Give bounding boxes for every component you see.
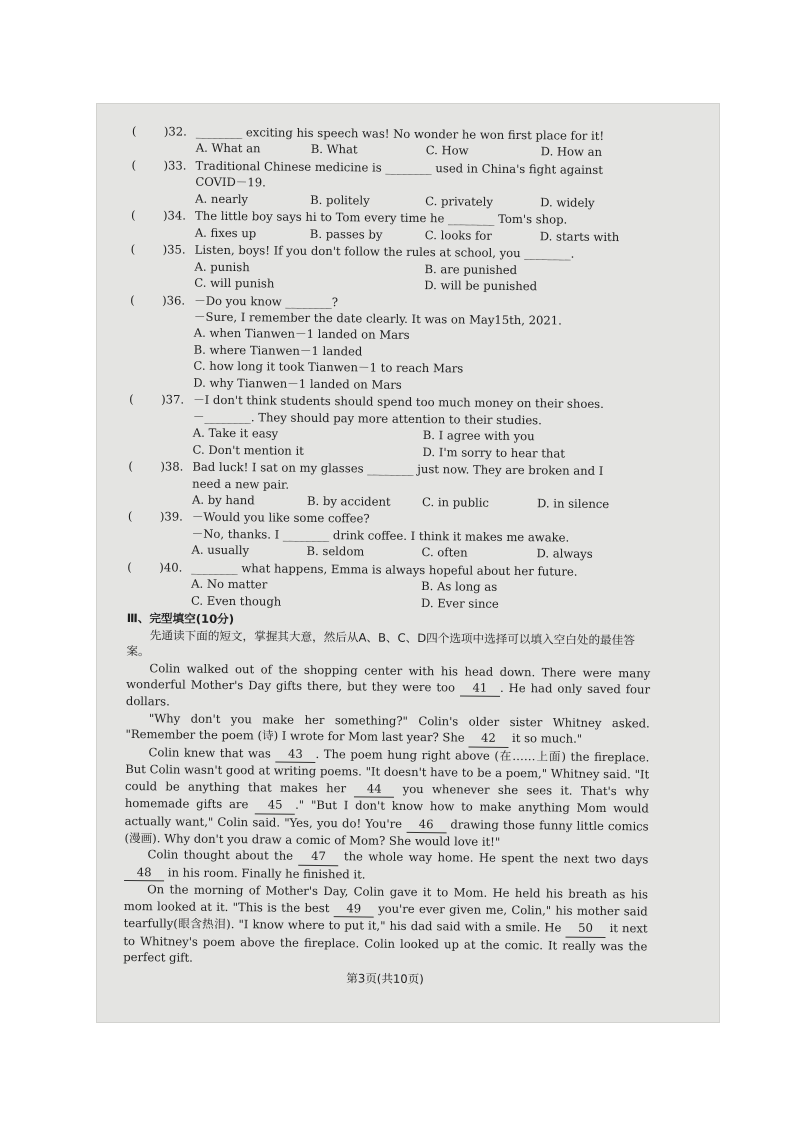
option: A. usually: [191, 542, 250, 558]
options-group: [129, 424, 653, 462]
passage-text: ." "But I don't know how to make anything Mom would actually want," Colin said. "Yes, you do! You're: [124, 797, 649, 831]
option: C. Even though: [190, 593, 282, 609]
option: D. why Tianwen－1 landed on Mars: [193, 375, 402, 392]
option: A. nearly: [195, 191, 249, 207]
option: A. punish: [194, 259, 250, 274]
answer-paren: (: [127, 559, 132, 574]
option: D. Ever since: [420, 595, 499, 611]
question-number: )37.: [161, 392, 185, 407]
numbered-blank: 43: [275, 745, 315, 763]
question-item: [129, 292, 654, 396]
multiple-choice-section: [127, 123, 656, 614]
passage-paragraph: [124, 846, 648, 886]
cloze-passage: [123, 659, 650, 971]
question-item: [129, 391, 654, 462]
question-stem: ________ what happens, Emma is always hopeful about her future.: [191, 560, 578, 579]
passage-text: it so much.": [508, 731, 583, 747]
numbered-blank: 46: [406, 815, 446, 833]
question-stem: The little boy says hi to Tom every time he ________ Tom's shop.: [194, 208, 568, 227]
question-stem: －Would you like some coffee?: [191, 510, 370, 526]
option: D. will be punished: [424, 278, 538, 294]
passage-paragraph: [123, 881, 648, 971]
question-item: [131, 207, 655, 245]
question-number: )36.: [162, 292, 186, 308]
option: A. by hand: [191, 492, 255, 508]
section-instructions: 先通读下面的短文，掌握其大意，然后从A、B、C、D四个选项中选择可以填入空白处的最佳答案。: [126, 627, 635, 659]
passage-paragraph: [124, 744, 649, 852]
question-item: [130, 241, 654, 296]
passage-text: it next to Whitney's poem above the fireplace. Colin looked up at the comic. It really was the perfect gift.: [123, 921, 648, 965]
passage-paragraph: [126, 659, 650, 715]
passage-text: you're ever given me, Colin," his mother said tearfully(眼含热泪). "I know where to put it," his dad said with a smile. He: [123, 901, 648, 935]
question-number: )32.: [163, 124, 187, 139]
numbered-blank: 50: [565, 920, 605, 938]
passage-text: Colin thought about the: [147, 847, 299, 864]
numbered-blank: 47: [298, 848, 338, 866]
question-stem: ________ exciting his speech was! No wonder he won first place for it!: [195, 124, 605, 143]
passage-text: the whole way home. He spent the next two days: [338, 849, 649, 867]
option: D. How an: [540, 144, 603, 160]
option: C. Don't mention it: [192, 442, 304, 458]
answer-paren: (: [129, 392, 134, 407]
option: C. how long it took Tianwen－1 to reach Mars: [193, 359, 464, 376]
option: C. will punish: [194, 275, 275, 291]
options-group: [127, 575, 651, 613]
section-title: Ⅲ、完型填空(10分): [126, 611, 235, 627]
page-footer: 第3页(共10页): [346, 970, 424, 986]
passage-text: "Why don't you make her something?" Colin's older sister Whitney asked. "Remember the poem (诗) I wrote for Mom last year? She: [125, 711, 650, 745]
passage-text: . The poem hung right above (在……上面) the fireplace. But Colin wasn't good at writing poems. "It doesn't have to be a poem," Whitney said. "It could be anything that makes her: [124, 746, 650, 796]
question-item: [127, 508, 651, 563]
question-stem-continued: need a new pair.: [192, 476, 290, 492]
option: C. How: [425, 143, 469, 158]
option: B. seldom: [306, 544, 365, 559]
option: D. in silence: [536, 496, 610, 511]
option: A. when Tianwen－1 landed on Mars: [193, 326, 410, 343]
passage-text: in his room. Finally he finished it.: [164, 865, 366, 882]
option: B. As long as: [421, 579, 498, 595]
option: B. are punished: [424, 261, 518, 277]
numbered-blank: 42: [468, 730, 508, 748]
numbered-blank: 41: [460, 679, 500, 697]
question-item: [127, 559, 651, 614]
question-stem: Bad luck! I sat on my glasses ________ just now. They are broken and I: [192, 459, 604, 479]
question-number: )39.: [159, 509, 183, 524]
exam-page: [96, 103, 720, 1023]
question-item: [128, 458, 652, 513]
option: B. passes by: [309, 226, 383, 242]
question-number: )35.: [162, 242, 186, 257]
options-group: [130, 258, 654, 296]
passage-text: drawing those funny little comics (漫画). Why don't you draw a comic of Mom? She would love it!": [124, 816, 649, 849]
answer-paren: (: [130, 292, 135, 307]
answer-paren: (: [128, 459, 134, 474]
option: B. I agree with you: [422, 428, 535, 444]
dialog-reply: －________. They should pay more attention to their studies.: [192, 409, 542, 428]
answer-paren: (: [127, 509, 133, 524]
question-number: )34.: [162, 208, 187, 223]
question-stem: －Do you know ________?: [194, 293, 339, 309]
passage-text: Colin knew that was: [148, 744, 276, 761]
numbered-blank: 44: [354, 780, 394, 798]
question-stem-continued: COVID－19.: [195, 175, 266, 190]
question-stem: －I don't think students should spend too much money on their shoes.: [193, 392, 604, 412]
question-stem: Traditional Chinese medicine is ________ used in China's fight against: [195, 158, 604, 177]
passage-text: you whenever she sees it. That's why homemade gifts are: [124, 781, 650, 812]
option: D. I'm sorry to hear that: [422, 444, 566, 461]
dialog-reply: －No, thanks. I ________ drink coffee. I think it makes me awake.: [191, 526, 570, 545]
answer-paren: (: [130, 208, 136, 223]
dialog-reply: －Sure, I remember the date clearly. It was on May15th, 2021.: [193, 309, 562, 328]
question-item: [132, 123, 656, 161]
option: D. always: [536, 546, 593, 562]
question-number: )40.: [159, 560, 183, 575]
option: D. widely: [540, 195, 595, 210]
question-number: )33.: [163, 158, 187, 173]
option: B. What: [310, 142, 358, 157]
passage-text: On the morning of Mother's Day, Colin gave it to Mom. He held his breath as his mom looked at it. "This is the best: [123, 882, 649, 915]
page-content: [123, 123, 656, 990]
numbered-blank: 49: [334, 900, 374, 918]
question-stem: Listen, boys! If you don't follow the rules at school, you ________.: [194, 242, 575, 261]
option: A. fixes up: [194, 225, 257, 241]
numbered-blank: 48: [124, 864, 164, 882]
option: C. looks for: [424, 227, 492, 243]
numbered-blank: 45: [255, 796, 295, 814]
option: D. starts with: [539, 228, 620, 244]
option: B. by accident: [306, 493, 391, 509]
question-number: )38.: [160, 459, 184, 474]
answer-paren: (: [131, 157, 137, 172]
answer-paren: (: [130, 242, 136, 257]
answer-paren: (: [131, 123, 137, 139]
passage-text: Colin walked out of the shopping center with his head down. There were many wonderful Mother's Day gifts there, but they were too: [126, 660, 651, 695]
option: A. No matter: [191, 576, 268, 592]
option: C. privately: [425, 193, 494, 209]
option: B. where Tianwen－1 landed: [193, 342, 363, 359]
option: B. politely: [310, 192, 370, 208]
options-group: [129, 324, 654, 395]
option: C. often: [421, 545, 468, 560]
option: A. Take it easy: [192, 425, 279, 441]
passage-paragraph: [125, 710, 649, 749]
option: A. What an: [195, 141, 261, 156]
passage-text: . He had only saved four dollars.: [125, 680, 651, 709]
question-item: [131, 157, 655, 212]
option: C. in public: [421, 495, 490, 510]
